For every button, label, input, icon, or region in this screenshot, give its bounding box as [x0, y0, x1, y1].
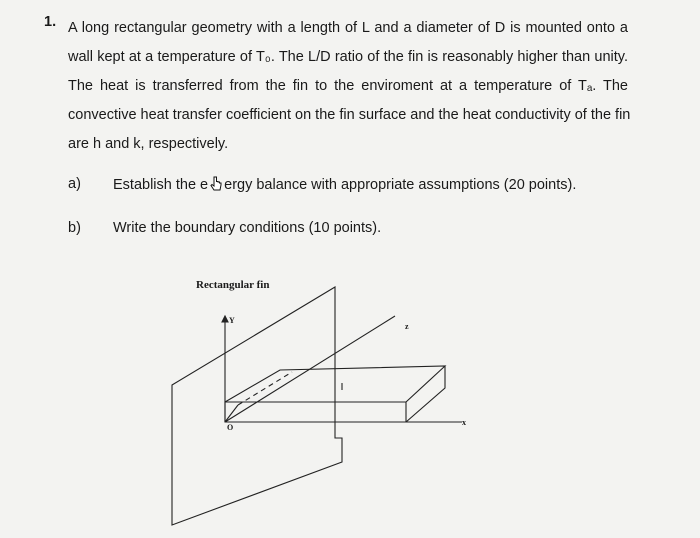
question-number: 1.: [44, 14, 57, 30]
figure-title: Rectangular fin: [196, 279, 270, 291]
question-line: convective heat transfer coefficient on the fin surface and the heat conductivity of the fin: [68, 107, 631, 123]
subquestion-a-label: a): [68, 176, 81, 192]
fin-end-face: [406, 366, 445, 422]
question-line: are h and k, respectively.: [68, 136, 229, 152]
subquestion-b-text: Write the boundary conditions (10 points).: [113, 220, 382, 236]
y-axis-label: Y: [229, 316, 235, 325]
subquestion-a-text-end: ergy balance with appropriate assumptions (20 points).: [224, 177, 577, 193]
hidden-edge: [238, 372, 292, 405]
rectangular-fin-diagram: [160, 270, 500, 530]
subquestion-b-label: b): [68, 220, 81, 236]
question-text: [68, 14, 631, 159]
hand-cursor-icon: [209, 176, 223, 194]
question-line: wall kept at a temperature of T₀. The L/D ratio of the fin is reasonably higher than unity.: [68, 49, 628, 65]
origin-label: O: [227, 423, 234, 432]
x-axis-label: x: [462, 418, 466, 427]
z-axis-label: z: [405, 322, 409, 331]
question-line: A long rectangular geometry with a length of L and a diameter of D is mounted onto a: [68, 20, 628, 36]
wall: [172, 287, 342, 525]
question-line: The heat is transferred from the fin to the enviroment at a temperature of Tₐ. The: [68, 78, 628, 94]
z-axis: [225, 316, 395, 422]
subquestion-a-text-start: Establish the e: [113, 177, 209, 193]
subquestion-a-text: [113, 176, 576, 194]
